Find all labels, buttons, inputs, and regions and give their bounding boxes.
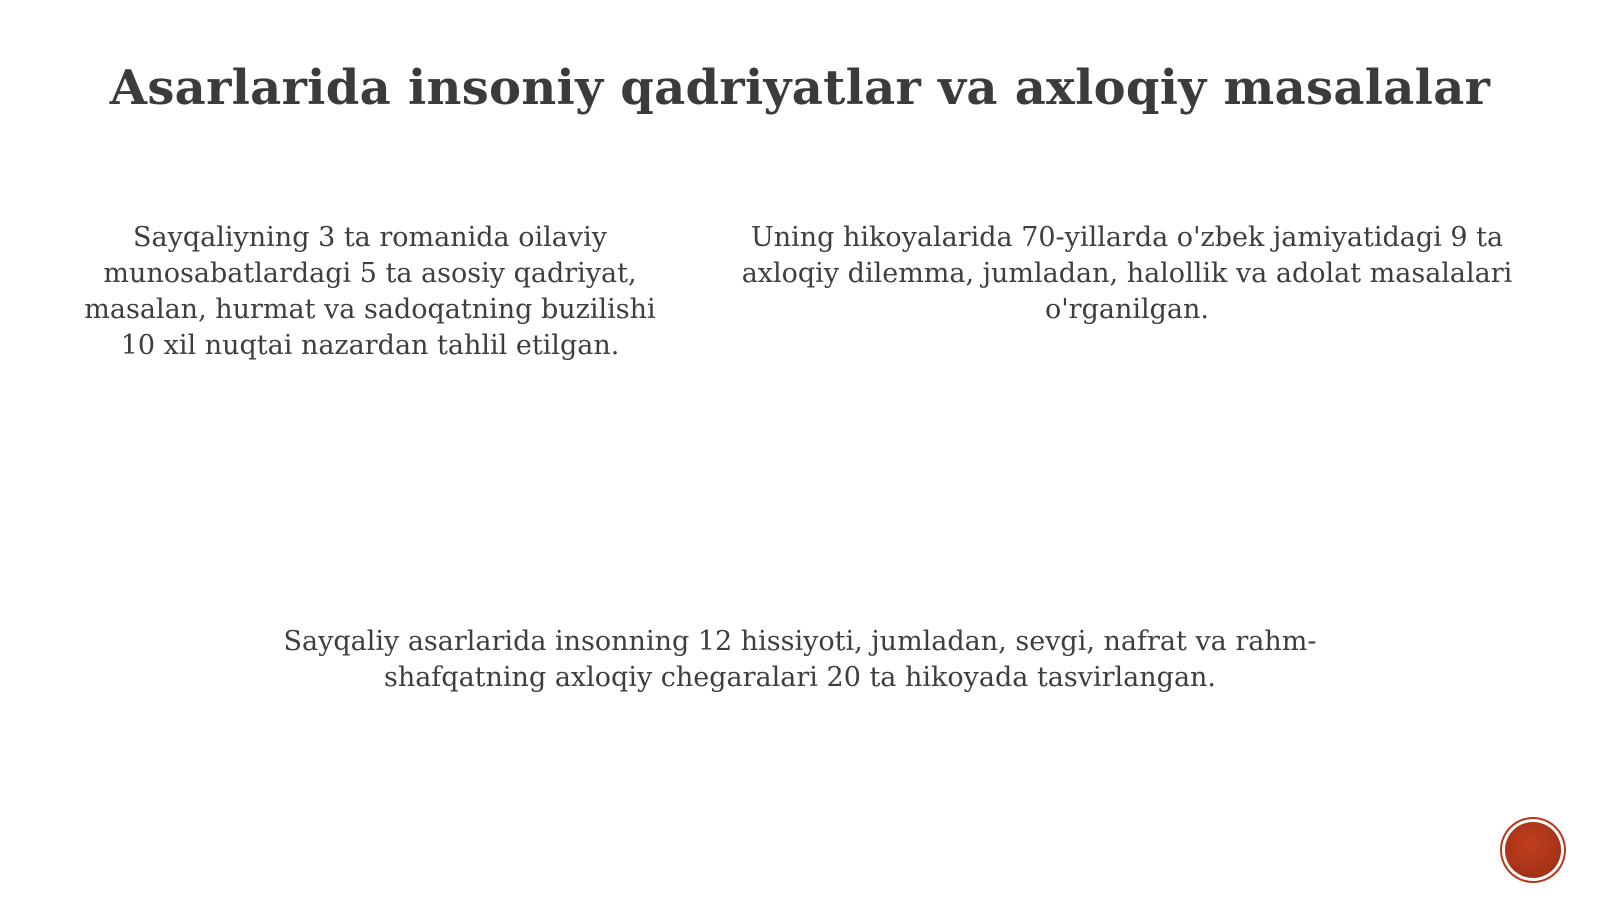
circle-nav-icon[interactable] bbox=[1505, 822, 1561, 878]
slide-title: Asarlarida insoniy qadriyatlar va axloqiy masalalar bbox=[109, 60, 1491, 116]
text-block-left: Sayqaliyning 3 ta romanida oilaviy munosabatlardagi 5 ta asosiy qadriyat, masalan, hurmat va sadoqatning buzilishi 10 xil nuqtai nazardan tahlil etilgan. bbox=[84, 222, 656, 361]
text-block-bottom: Sayqaliy asarlarida insonning 12 hissiyoti, jumladan, sevgi, nafrat va rahm-shafqatning axloqiy chegaralari 20 ta hikoyada tasvirlangan. bbox=[283, 626, 1317, 693]
text-block-right: Uning hikoyalarida 70-yillarda o'zbek jamiyatidagi 9 ta axloqiy dilemma, jumladan, halollik va adolat masalalari o'rganilgan. bbox=[741, 222, 1513, 325]
